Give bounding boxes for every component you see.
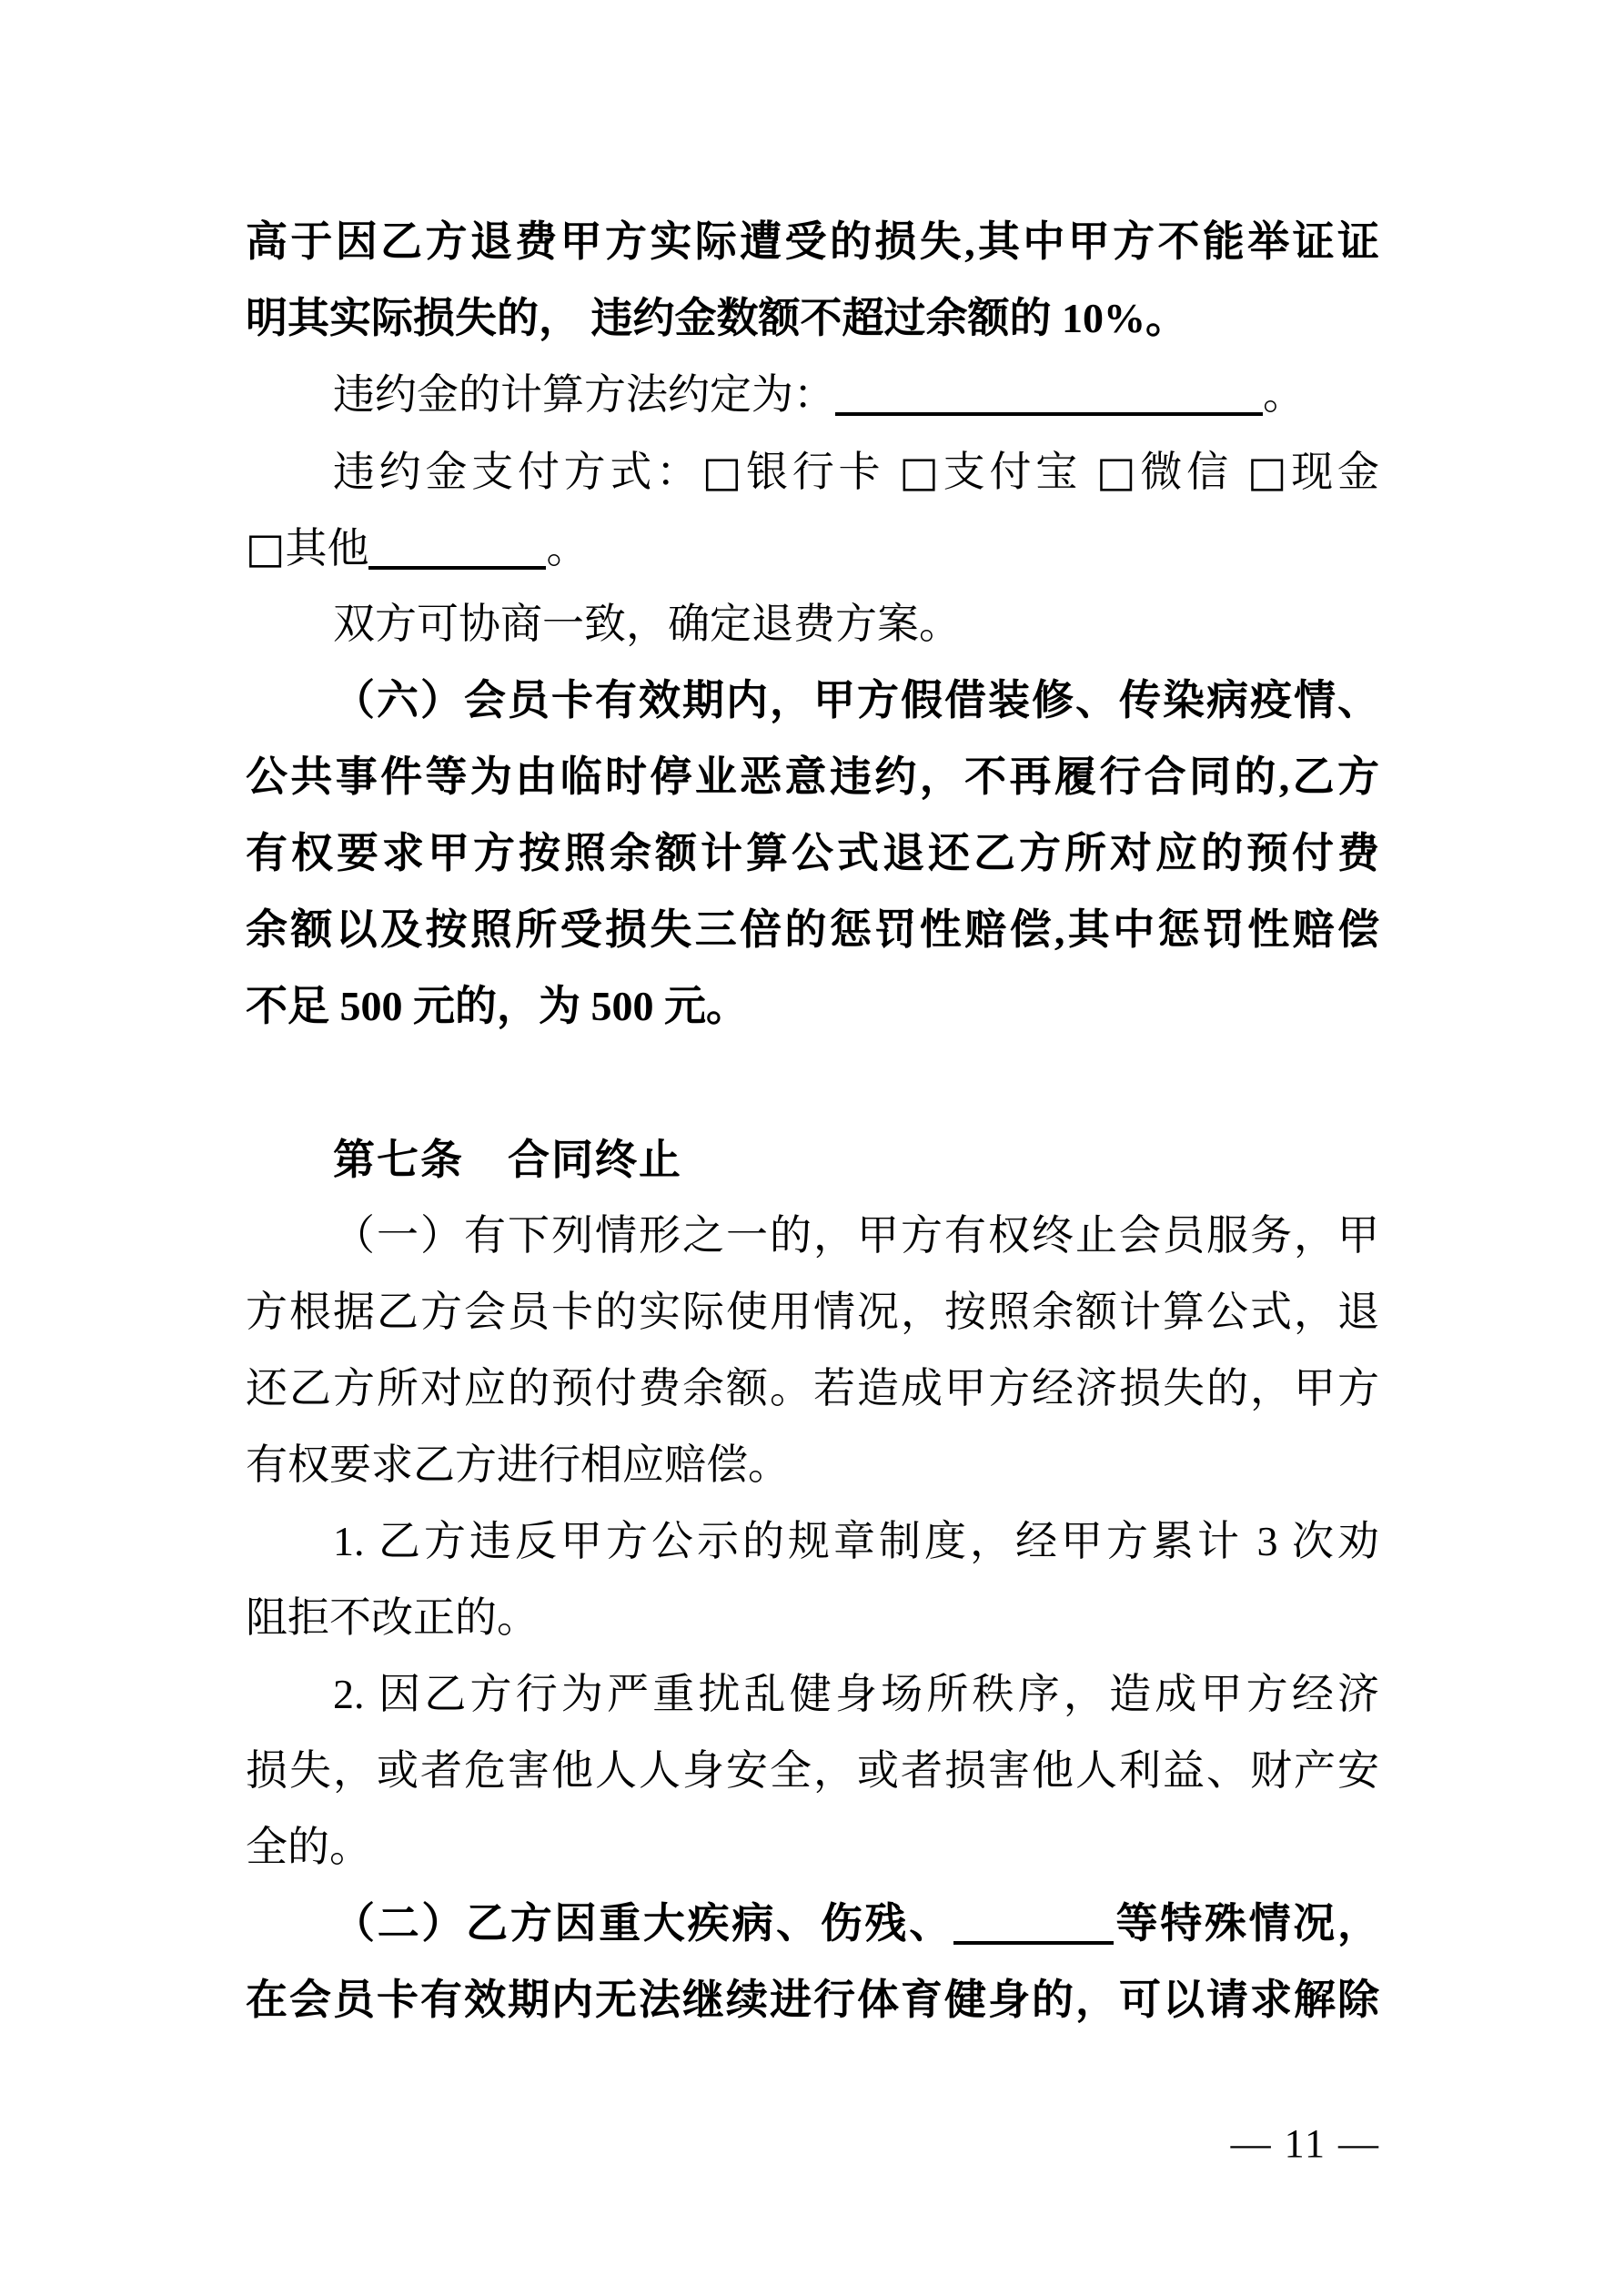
body-text: 有权要求甲方按照余额计算公式退还乙方所对应的预付费 — [246, 830, 1379, 876]
body-line — [246, 586, 1379, 663]
checkbox-icon[interactable]: □ — [246, 523, 286, 572]
body-text: （二）乙方因重大疾病、伤残、 — [333, 1900, 953, 1947]
blank-line — [246, 1045, 1379, 1121]
body-text: 全的。 — [246, 1824, 371, 1870]
body-text: 等特殊情况， — [1113, 1900, 1380, 1947]
body-line — [246, 1274, 1379, 1350]
body-text: 不足 500 元的，为 500 元。 — [246, 983, 748, 1029]
checkbox-icon[interactable]: □ — [701, 447, 747, 496]
body-line — [246, 968, 1379, 1045]
clause-6-line — [246, 663, 1379, 739]
body-text: 损失，或者危害他人人身安全，或者损害他人利益、财产安 — [246, 1747, 1379, 1794]
body-line — [246, 1962, 1379, 2038]
clause-1-line — [246, 1198, 1379, 1274]
article-7-heading — [246, 1121, 1379, 1198]
payment-method-line — [246, 433, 1379, 510]
body-line — [246, 815, 1379, 892]
body-text: 。 — [546, 525, 589, 571]
checkbox-option-wechat[interactable] — [1096, 449, 1233, 495]
body-text: 双方可协商一致，确定退费方案。 — [333, 601, 961, 647]
body-line — [246, 1580, 1379, 1656]
item-2-line — [246, 1656, 1379, 1733]
page-number: — 11 — — [1230, 2121, 1380, 2166]
body-text: （六）会员卡有效期内，甲方假借装修、传染病疫情、 — [333, 677, 1379, 723]
body-line — [246, 1809, 1379, 1886]
body-text: 方根据乙方会员卡的实际使用情况，按照余额计算公式，退 — [246, 1289, 1379, 1335]
payment-method-label: 违约金支付方式： — [333, 449, 702, 495]
option-label: 银行卡 — [746, 449, 885, 495]
body-text: 在会员卡有效期内无法继续进行体育健身的，可以请求解除 — [246, 1977, 1379, 2023]
body-line — [246, 280, 1379, 357]
heading-text: 第七条 合同终止 — [333, 1136, 682, 1183]
body-text: 余额以及按照所受损失三倍的惩罚性赔偿,其中惩罚性赔偿 — [246, 906, 1379, 953]
checkbox-option-cash[interactable] — [1247, 449, 1379, 495]
body-text: 高于因乙方退费甲方实际遭受的损失,其中甲方不能举证证 — [246, 218, 1379, 265]
contract-body — [246, 204, 1379, 2038]
blank-field[interactable] — [368, 566, 546, 570]
body-text: 阻拒不改正的。 — [246, 1594, 539, 1641]
body-text: （一）有下列情形之一的，甲方有权终止会员服务，甲 — [333, 1212, 1379, 1259]
option-label: 现金 — [1291, 449, 1379, 495]
body-text: 有权要求乙方进行相应赔偿。 — [246, 1441, 790, 1488]
option-label: 微信 — [1140, 449, 1233, 495]
body-text: 违约金的计算方法约定为： — [333, 371, 835, 418]
checkbox-icon[interactable]: □ — [899, 447, 943, 496]
checkbox-option-alipay[interactable] — [900, 449, 1082, 495]
body-line — [246, 1427, 1379, 1503]
body-text: 公共事件等为由临时停业恶意违约，不再履行合同的,乙方 — [246, 754, 1379, 800]
body-text: 。 — [1263, 371, 1305, 418]
option-label: 其他 — [285, 525, 369, 571]
blank-field[interactable] — [835, 412, 1263, 416]
option-label: 支付宝 — [943, 449, 1082, 495]
blank-field[interactable] — [953, 1941, 1114, 1945]
other-payment-line — [246, 510, 1379, 586]
body-text: 明其实际损失的， 违约金数额不超过余额的 10%。 — [246, 295, 1187, 341]
body-line — [246, 739, 1379, 815]
body-line — [246, 1733, 1379, 1809]
body-text: 2. 因乙方行为严重扰乱健身场所秩序，造成甲方经济 — [333, 1671, 1379, 1717]
checkbox-option-bank-card[interactable] — [702, 449, 884, 495]
penalty-calculation-line — [246, 357, 1379, 433]
checkbox-icon[interactable]: □ — [1096, 447, 1141, 496]
body-text: 还乙方所对应的预付费余额。若造成甲方经济损失的，甲方 — [246, 1365, 1379, 1411]
body-line — [246, 892, 1379, 968]
body-text: 1. 乙方违反甲方公示的规章制度，经甲方累计 3 次劝 — [333, 1518, 1379, 1564]
clause-2-line — [246, 1886, 1379, 1962]
body-line — [246, 204, 1379, 280]
item-1-line — [246, 1503, 1379, 1580]
checkbox-icon[interactable]: □ — [1247, 447, 1292, 496]
body-line — [246, 1350, 1379, 1427]
